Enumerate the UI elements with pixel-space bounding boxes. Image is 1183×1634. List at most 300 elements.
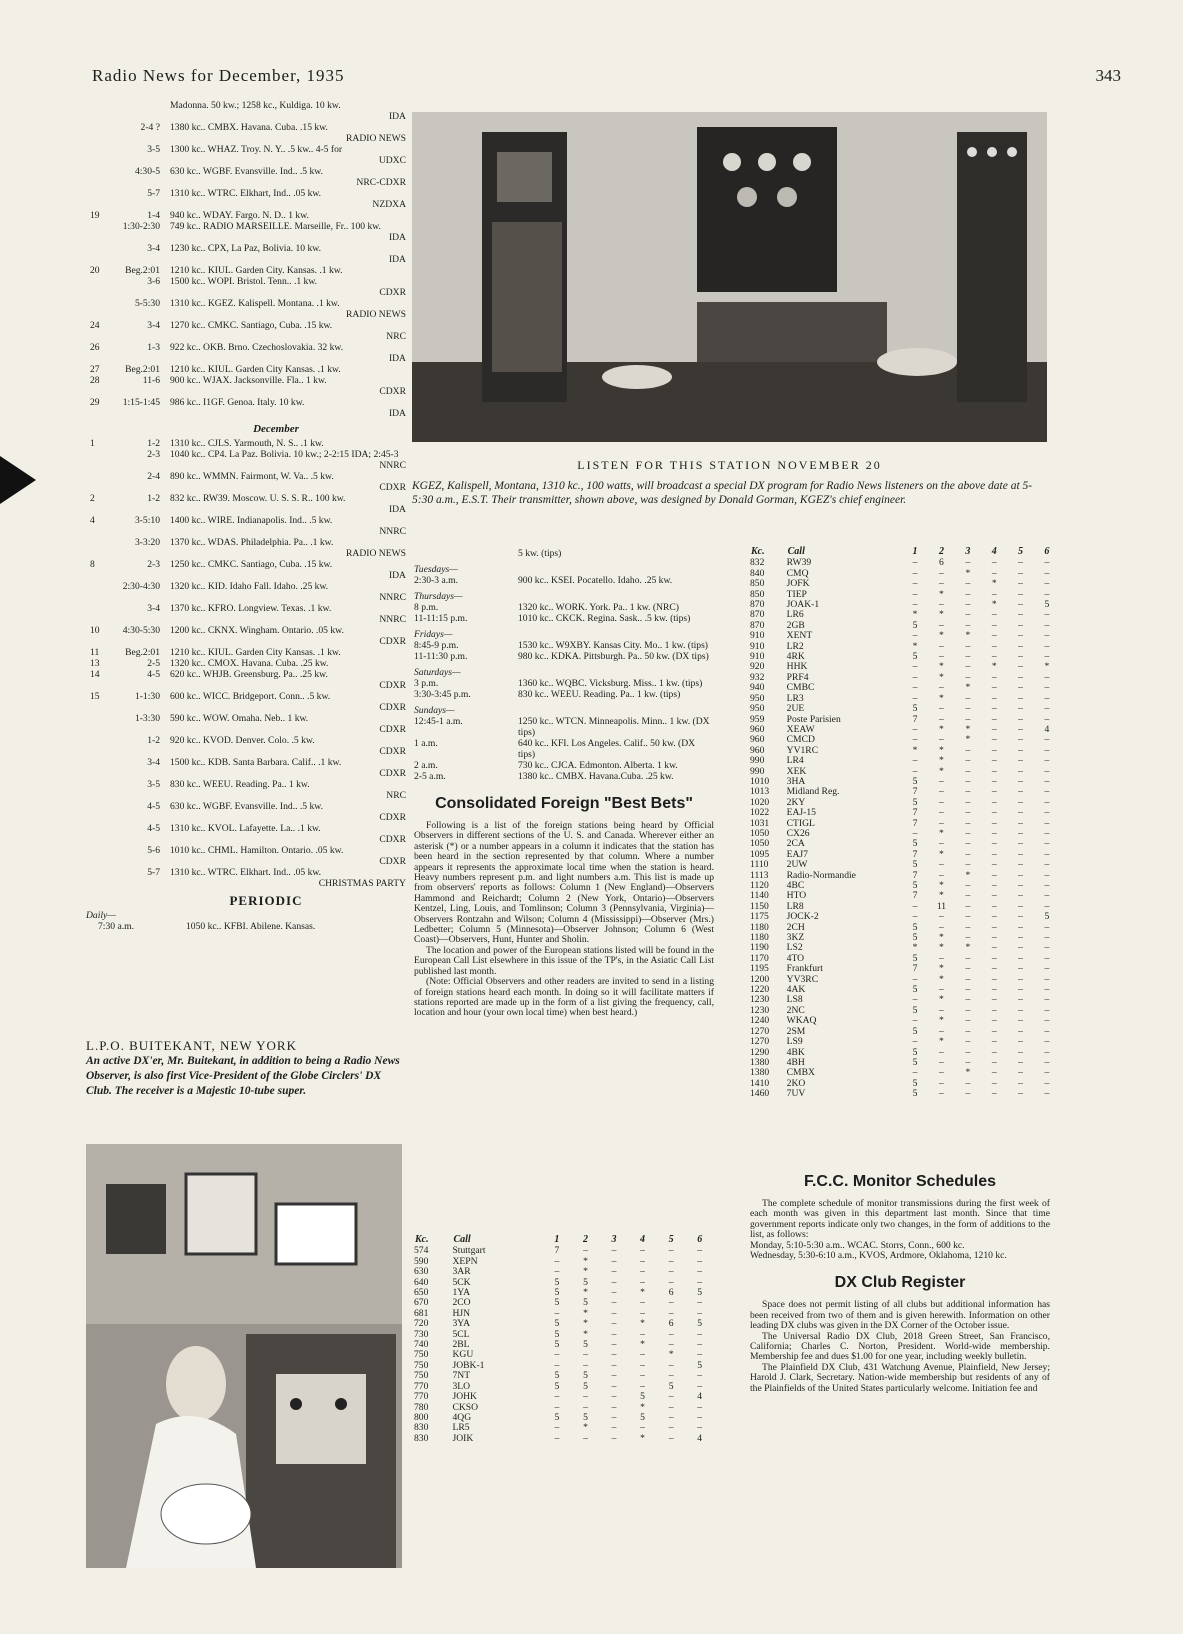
table-cell: –: [1018, 827, 1023, 839]
table-cell: –: [1018, 775, 1023, 787]
table-cell: –: [965, 859, 971, 871]
table-cell: 1195: [750, 963, 769, 975]
table-cell: LR3: [786, 692, 804, 704]
table-cell: –: [1018, 703, 1023, 715]
column-header: 2: [582, 1234, 588, 1245]
entry-time: 4-5: [147, 669, 160, 680]
table-cell: –: [1018, 838, 1023, 850]
log-entry: [86, 320, 406, 342]
table-cell: *: [912, 942, 918, 954]
page-number: 343: [1095, 66, 1121, 85]
table-cell: –: [965, 963, 971, 975]
table-cell: *: [939, 755, 944, 767]
table-cell: *: [583, 1307, 588, 1319]
entry-text: 1210 kc.. KIUL. Garden City. Kansas. .1 kw.: [170, 265, 343, 276]
table-cell: –: [991, 796, 997, 808]
table-cell: –: [554, 1349, 560, 1361]
schedule-entry: [414, 771, 714, 782]
table-cell: –: [912, 900, 918, 912]
table-cell: *: [939, 671, 944, 683]
schedule-entry: [414, 760, 714, 771]
entry-reporter: NNRC: [379, 460, 406, 471]
table-cell: –: [1044, 869, 1050, 881]
table-row: [750, 1037, 1060, 1047]
table-cell: –: [965, 796, 971, 808]
table-cell: –: [668, 1432, 674, 1444]
table-cell: 5: [912, 1004, 918, 1016]
table-cell: –: [1018, 640, 1023, 652]
table-cell: 1180: [750, 921, 769, 933]
table-cell: –: [668, 1339, 674, 1351]
schedule-text: 5 kw. (tips): [518, 548, 562, 559]
table-cell: *: [583, 1318, 588, 1330]
table-cell: 4: [1044, 723, 1050, 735]
table-cell: –: [991, 827, 997, 839]
table-cell: 7: [912, 963, 918, 975]
table-cell: –: [640, 1422, 645, 1434]
table-cell: 960: [750, 723, 765, 735]
table-cell: –: [611, 1432, 617, 1444]
table-cell: –: [554, 1255, 560, 1267]
table-cell: 5: [554, 1276, 560, 1288]
table-cell: LR6: [786, 609, 804, 621]
entry-text: 1210 kc.. KIUL. Garden City Kansas. .1 kw.: [170, 364, 341, 375]
table-cell: –: [554, 1391, 560, 1403]
table-cell: PRF4: [786, 671, 809, 683]
table-cell: 1013: [750, 786, 770, 798]
table-cell: –: [939, 796, 944, 808]
entry-text: 630 kc.. WGBF. Evansville. Ind.. .5 kw.: [170, 166, 323, 177]
entry-time: Beg.2:01: [125, 364, 160, 375]
margin-marker-icon: [0, 456, 36, 504]
log-entry: [86, 779, 406, 801]
table-cell: –: [697, 1349, 703, 1361]
table-cell: 750: [414, 1359, 429, 1371]
log-entry: [86, 559, 406, 581]
table-cell: –: [1044, 1036, 1050, 1048]
table-cell: 6: [939, 557, 944, 569]
table-cell: –: [912, 567, 918, 579]
best-bets-table-b: [750, 546, 1060, 1100]
table-cell: –: [912, 734, 918, 746]
caption-title: LISTEN FOR THIS STATION NOVEMBER 20: [577, 458, 882, 472]
table-cell: –: [991, 734, 997, 746]
table-cell: –: [965, 817, 971, 829]
photo-caption-kgez: [412, 458, 1047, 507]
column-header: 1: [912, 546, 918, 557]
entry-date: 10: [90, 625, 100, 636]
table-cell: 5: [1044, 911, 1050, 923]
entry-time: 5-7: [147, 867, 160, 878]
table-cell: –: [1044, 713, 1050, 725]
table-cell: –: [1044, 682, 1050, 694]
best-bets-para: Following is a list of the foreign stations being heard by Official Observers in different sections of the U. S. and Canada. Wherever either an asterisk (*) or a number appears in a column it indicates that the station has been heard in the section represented by that column. Where a number appears it represents the approximate local time when the station is heard. Heavy numbers represent p.m. and light numbers a.m. This list is made up from observers' reports as follows: Column 1 (New England)—Observers Hammond and Reichardt; Column 2 (New York, Ontario)—Observers Kentzel, Ling, Louis, and Tomlinson; Column 3 (Pennsylvania, Virginia)—Observers Rontzahn and Wilson; Column 4 (Mississippi)—Observer (Mrs.) Ledbetter; Column 5 (Minnesota)—Observer Johnson; Column 6 (West Coast)—Observers, Hunt, Hunter and Sholin.: [414, 820, 714, 946]
table-cell: *: [583, 1255, 588, 1267]
entry-date: 19: [90, 210, 100, 221]
schedule-entry: [414, 640, 714, 651]
table-cell: 5CK: [452, 1276, 471, 1288]
table-cell: –: [583, 1401, 588, 1413]
schedule-text: 640 kc.. KFI. Los Angeles. Calif.. 50 kw. (DX tips): [518, 738, 696, 760]
entry-reporter: CDXR: [379, 287, 406, 298]
table-cell: –: [640, 1297, 645, 1309]
table-cell: –: [554, 1307, 560, 1319]
table-cell: 5: [583, 1276, 588, 1288]
log-entry: [86, 449, 406, 471]
table-cell: 7: [912, 817, 918, 829]
table-cell: 5: [1044, 599, 1050, 611]
schedule-entry: [414, 678, 714, 689]
entry-reporter: NRC: [386, 331, 406, 342]
table-cell: –: [991, 1077, 997, 1089]
table-cell: 1200: [750, 973, 770, 985]
table-cell: *: [965, 942, 971, 954]
table-cell: –: [1044, 786, 1050, 798]
entry-time: 1-2: [147, 735, 160, 746]
table-cell: 7: [912, 890, 918, 902]
entry-reporter: IDA: [388, 570, 406, 581]
table-cell: XENT: [786, 630, 813, 642]
table-cell: –: [583, 1391, 588, 1403]
table-cell: –: [1018, 932, 1023, 944]
table-cell: –: [965, 786, 971, 798]
table-cell: –: [554, 1422, 560, 1434]
entry-reporter: IDA: [388, 254, 406, 265]
table-cell: –: [611, 1318, 617, 1330]
table-cell: 670: [414, 1297, 429, 1309]
table-cell: 1YA: [452, 1287, 471, 1299]
table-cell: –: [1018, 599, 1023, 611]
table-cell: –: [1018, 952, 1023, 964]
table-cell: –: [697, 1380, 703, 1392]
table-cell: –: [991, 838, 997, 850]
table-cell: 5: [583, 1380, 588, 1392]
table-cell: –: [991, 984, 997, 996]
table-cell: –: [939, 682, 944, 694]
dx-para: Space does not permit listing of all clubs but additional information has been received from two of them and is given herewith. Information on other leading DX clubs was given in the DX Corner of the October issue.: [750, 1299, 1050, 1332]
table-cell: –: [939, 734, 944, 746]
table-cell: 5: [912, 984, 918, 996]
table-cell: JOAK-1: [786, 599, 820, 611]
table-cell: –: [1018, 880, 1023, 891]
table-cell: –: [991, 630, 997, 642]
table-cell: –: [1018, 1004, 1023, 1016]
entry-reporter: NNRC: [379, 592, 406, 603]
entry-reporter: IDA: [388, 353, 406, 364]
entry-time: 1:15-1:45: [122, 397, 160, 408]
table-cell: 770: [414, 1380, 429, 1392]
table-cell: 5: [912, 921, 918, 933]
entry-time: 2-4 ?: [140, 122, 160, 133]
entry-text: 620 kc.. WHJB. Greensburg. Pa.. .25 kw.: [170, 669, 328, 680]
table-cell: 2BL: [452, 1339, 470, 1351]
table-cell: –: [611, 1339, 617, 1351]
table-cell: 2CO: [452, 1297, 471, 1309]
table-cell: 1175: [750, 911, 769, 923]
column-header: 3: [611, 1234, 617, 1245]
log-entry: [86, 537, 406, 559]
schedule-entry: [414, 651, 714, 662]
table-cell: –: [554, 1432, 560, 1444]
table-cell: 5: [912, 796, 918, 808]
table-cell: –: [1044, 1015, 1050, 1027]
table-cell: –: [668, 1307, 674, 1319]
table-cell: –: [939, 703, 944, 715]
table-cell: –: [1044, 651, 1050, 663]
table-cell: –: [1044, 859, 1050, 871]
table-cell: –: [1018, 1077, 1023, 1089]
table-cell: –: [1018, 557, 1023, 569]
entry-time: Beg.2:01: [125, 265, 160, 276]
table-cell: –: [912, 723, 918, 735]
entry-text: 900 kc.. WJAX. Jacksonville. Fla.. 1 kw.: [170, 375, 327, 386]
table-cell: 5: [583, 1370, 588, 1382]
table-cell: –: [991, 713, 997, 725]
entry-reporter: CDXR: [379, 746, 406, 757]
entry-text: 1370 kc.. WDAS. Philadelphia. Pa.. .1 kw.: [170, 537, 334, 548]
table-cell: –: [1018, 984, 1023, 996]
table-cell: –: [1018, 817, 1023, 829]
table-cell: –: [991, 921, 997, 933]
table-cell: 6: [668, 1287, 674, 1299]
table-cell: –: [697, 1276, 703, 1288]
entry-time: 3-5:10: [134, 515, 160, 526]
table-cell: 5: [912, 859, 918, 871]
table-cell: –: [965, 921, 971, 933]
table-cell: –: [1018, 755, 1023, 767]
table-cell: –: [1044, 963, 1050, 975]
caption-body: KGEZ, Kalispell, Montana, 1310 kc., 100 watts, will broadcast a special DX program for Radio News listeners on the above date at 5-5:30 a.m., E.S.T. Their transmitter, shown above, was designed by Donald Gorman, KGEZ's chief engineer.: [412, 480, 1033, 506]
entry-text: 830 kc.. WEEU. Reading. Pa.. 1 kw.: [170, 779, 310, 790]
table-cell: –: [1044, 567, 1050, 579]
table-cell: –: [697, 1411, 703, 1423]
entry-time: 1-3: [147, 342, 160, 353]
table-cell: 830: [414, 1432, 429, 1444]
table-cell: Poste Parisien: [786, 713, 841, 725]
table-cell: 1170: [750, 952, 769, 964]
table-cell: 7: [912, 807, 918, 819]
table-cell: 5: [912, 651, 918, 663]
table-cell: KGU: [452, 1349, 474, 1361]
table-cell: –: [912, 557, 918, 569]
entry-text: 1230 kc.. CPX, La Paz, Bolivia. 10 kw.: [170, 243, 321, 254]
entry-text: 1210 kc.. KIUL. Garden City Kansas. .1 kw.: [170, 647, 341, 658]
log-entry: [86, 603, 406, 625]
entry-text: Madonna. 50 kw.; 1258 kc., Kuldiga. 10 kw.: [170, 100, 341, 111]
entry-reporter: NNRC: [379, 614, 406, 625]
entry-reporter: NZDXA: [372, 199, 406, 210]
entry-time: 3-6: [147, 276, 160, 287]
table-cell: 5: [554, 1297, 560, 1309]
entry-text: 600 kc.. WICC. Bridgeport. Conn.. .5 kw.: [170, 691, 331, 702]
table-cell: –: [583, 1432, 588, 1444]
table-cell: –: [668, 1370, 674, 1382]
schedule-time: 3 p.m.: [414, 678, 439, 689]
column-header: 3: [965, 546, 971, 557]
table-cell: –: [1018, 734, 1023, 746]
table-cell: *: [939, 932, 944, 944]
entry-reporter: IDA: [388, 504, 406, 515]
table-cell: –: [1018, 765, 1023, 777]
table-cell: 5: [554, 1287, 560, 1299]
entry-reporter: CDXR: [379, 636, 406, 647]
table-cell: –: [912, 671, 918, 683]
table-cell: 7: [912, 848, 918, 860]
table-cell: 1240: [750, 1015, 770, 1027]
log-entry: [86, 375, 406, 397]
daily-text: 1050 kc.. KFBI. Abilene. Kansas.: [186, 921, 316, 932]
table-cell: –: [912, 578, 918, 590]
table-cell: 4: [697, 1391, 703, 1403]
table-cell: –: [668, 1266, 674, 1278]
entry-time: 3-4: [147, 320, 160, 331]
table-cell: –: [1044, 765, 1050, 777]
table-cell: 2UE: [786, 703, 805, 715]
table-cell: –: [1018, 942, 1023, 954]
table-cell: WKAQ: [786, 1015, 817, 1027]
table-cell: –: [583, 1245, 588, 1257]
table-cell: –: [1018, 1015, 1023, 1027]
table-cell: 1113: [750, 869, 769, 881]
schedule-day: Thursdays—: [414, 591, 463, 602]
schedule-entry: [414, 738, 714, 760]
table-cell: –: [1044, 932, 1050, 944]
entry-time: 4-5: [147, 801, 160, 812]
table-cell: –: [939, 1067, 944, 1079]
table-cell: –: [1018, 682, 1023, 694]
column-header: 6: [697, 1234, 703, 1245]
table-cell: 832: [750, 557, 765, 569]
entry-time: 1-3:30: [134, 713, 160, 724]
table-cell: –: [939, 1077, 944, 1089]
entry-reporter: NNRC: [379, 526, 406, 537]
table-cell: –: [912, 692, 918, 704]
table-cell: –: [668, 1245, 674, 1257]
table-cell: 1110: [750, 859, 769, 871]
entry-reporter: RADIO NEWS: [346, 548, 406, 559]
table-cell: 2KO: [786, 1077, 806, 1089]
table-cell: –: [611, 1349, 617, 1361]
entry-date: 11: [90, 647, 100, 658]
table-row: [750, 808, 1060, 818]
dx-para: The Plainfield DX Club, 431 Watchung Avenue, Plainfield, New Jersey; Harold J. Clark, Secretary. Nation-wide membership but residents of any of the Plainfields of the United States particularly welcome. Initiation fee and: [750, 1361, 1050, 1394]
table-cell: 5: [554, 1318, 560, 1330]
table-cell: –: [991, 755, 997, 767]
table-cell: Frankfurt: [786, 963, 823, 975]
table-cell: –: [1044, 838, 1050, 850]
table-cell: –: [965, 557, 971, 569]
entry-date: 8: [90, 559, 95, 570]
table-cell: 5: [668, 1380, 674, 1392]
schedule-text: 1320 kc.. WORK. York. Pa.. 1 kw. (NRC): [518, 602, 679, 613]
table-cell: –: [965, 619, 971, 631]
table-cell: –: [939, 713, 944, 725]
table-cell: –: [939, 651, 944, 663]
table-cell: –: [554, 1266, 560, 1278]
table-cell: –: [611, 1401, 617, 1413]
table-cell: –: [611, 1276, 617, 1288]
table-cell: –: [991, 1015, 997, 1027]
table-cell: 7: [912, 786, 918, 798]
fcc-para: The complete schedule of monitor transmissions during the first week of each month was given in this department last month. Since that time government reports indicate only two changes, in the form of additions to the list, as follows:: [750, 1198, 1050, 1241]
entry-time: 2:30-4:30: [122, 581, 160, 592]
column-header: 6: [1044, 546, 1050, 557]
table-cell: LS9: [786, 1036, 803, 1048]
table-cell: –: [912, 994, 918, 1006]
table-cell: –: [965, 827, 971, 839]
table-cell: –: [611, 1307, 617, 1319]
table-cell: –: [991, 682, 997, 694]
table-cell: –: [1044, 942, 1050, 954]
table-cell: –: [991, 557, 997, 569]
entry-time: 3-3:20: [134, 537, 160, 548]
table-cell: –: [991, 1046, 997, 1058]
table-cell: 1022: [750, 807, 770, 819]
schedule-text: 1380 kc.. CMBX. Havana.Cuba. .25 kw.: [518, 771, 674, 782]
table-cell: –: [939, 567, 944, 579]
log-entry: [86, 691, 406, 713]
table-cell: 574: [414, 1245, 429, 1257]
table-cell: 4BC: [786, 880, 805, 891]
table-cell: 4BK: [786, 1046, 805, 1058]
dx-para: The Universal Radio DX Club, 2018 Green Street, San Francisco, California; Charles C. Norton, President. World-wide membership. Membership fee and dues $1.00 for one year, including weekly bulletin.: [750, 1330, 1050, 1363]
table-cell: CKSO: [452, 1401, 479, 1413]
table-cell: –: [1018, 1056, 1023, 1068]
entry-text: 1310 kc.. CJLS. Yarmouth, N. S.. .1 kw.: [170, 438, 324, 449]
log-entry: [86, 298, 406, 320]
table-cell: –: [939, 984, 944, 996]
table-cell: 780: [414, 1401, 429, 1413]
table-cell: –: [668, 1401, 674, 1413]
entry-date: 13: [90, 658, 100, 669]
table-cell: –: [1018, 1025, 1023, 1037]
table-cell: –: [640, 1276, 645, 1288]
entry-time: 1-2: [147, 493, 160, 504]
table-cell: 750: [414, 1349, 429, 1361]
table-cell: –: [912, 911, 918, 923]
column-header: 4: [991, 546, 997, 557]
table-cell: –: [697, 1266, 703, 1278]
table-cell: 990: [750, 765, 765, 777]
table-cell: –: [1018, 890, 1023, 902]
table-cell: –: [912, 682, 918, 694]
table-row: [750, 756, 1060, 766]
entry-date: 26: [90, 342, 100, 353]
table-cell: *: [583, 1266, 588, 1278]
entry-time: 5-6: [147, 845, 160, 856]
caption-title: L.P.O. BUITEKANT, NEW YORK: [86, 1038, 297, 1053]
entry-time: 5-7: [147, 188, 160, 199]
table-cell: –: [965, 838, 971, 850]
table-cell: –: [1044, 755, 1050, 767]
entry-text: 1380 kc.. CMBX. Havana. Cuba. .15 kw.: [170, 122, 328, 133]
table-cell: –: [1018, 1036, 1023, 1048]
table-cell: –: [1044, 578, 1050, 590]
table-cell: –: [965, 671, 971, 683]
table-cell: –: [668, 1411, 674, 1423]
table-cell: Midland Reg.: [786, 786, 840, 798]
table-cell: 5: [554, 1339, 560, 1351]
table-cell: Stuttgart: [452, 1245, 486, 1257]
table-cell: –: [668, 1391, 674, 1403]
table-cell: 910: [750, 640, 765, 652]
table-cell: –: [1044, 827, 1050, 839]
table-cell: 5: [912, 932, 918, 944]
table-cell: –: [965, 911, 971, 923]
entry-reporter: UDXC: [378, 155, 406, 166]
table-cell: –: [1044, 848, 1050, 860]
entry-reporter: CDXR: [379, 680, 406, 691]
